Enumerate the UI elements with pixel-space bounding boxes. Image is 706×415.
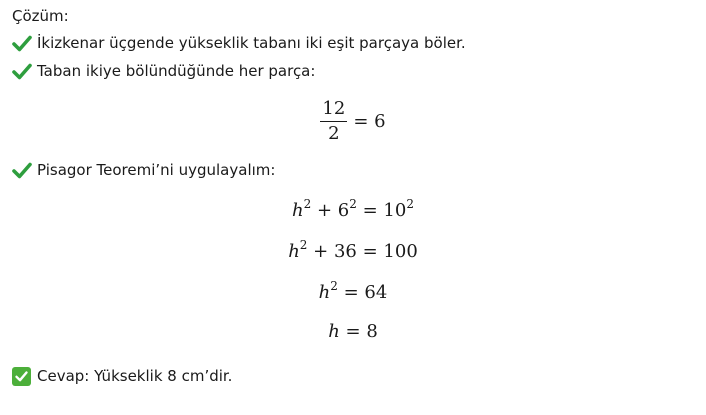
answer-text: Cevap: Yükseklik 8 cm’dir. — [37, 367, 233, 385]
exponent: 2 — [330, 279, 338, 293]
equation-result: = 64 — [343, 282, 388, 303]
equation-result: = 8 — [345, 321, 378, 342]
fraction — [320, 99, 347, 144]
fraction-numerator: 12 — [320, 99, 347, 122]
equation-result: = 100 — [362, 241, 418, 262]
variable-h: h — [318, 282, 331, 303]
check-mark-icon — [12, 34, 32, 52]
variable-h: h — [328, 321, 340, 342]
exponent: 2 — [349, 197, 357, 211]
exponent: 2 — [406, 197, 414, 211]
fraction-result: = 6 — [353, 110, 386, 132]
equation-2 — [0, 238, 706, 263]
equation-3 — [0, 279, 706, 304]
step-1 — [12, 33, 466, 53]
equation-4 — [0, 321, 706, 343]
variable-h: h — [292, 200, 304, 221]
fraction-equation — [0, 96, 706, 146]
step-1-text: İkizkenar üçgende yükseklik tabanı iki eşit parçaya böler. — [37, 34, 466, 52]
step-2 — [12, 61, 315, 81]
fraction-denominator: 2 — [328, 122, 340, 144]
variable-h: h — [288, 241, 300, 262]
checkbox-check-icon — [12, 367, 31, 386]
check-mark-icon — [12, 161, 32, 179]
step-3-text: Pisagor Teoremi’ni uygulayalım: — [37, 161, 276, 179]
exponent: 2 — [303, 197, 312, 211]
step-3 — [12, 160, 275, 180]
equation-1 — [0, 197, 706, 222]
solution-heading — [12, 6, 69, 26]
equation-term: + 36 — [313, 241, 357, 262]
equation-result: = 10 — [362, 200, 407, 221]
step-2-text: Taban ikiye bölündüğünde her parça: — [37, 62, 316, 80]
equation-term: + 6 — [316, 200, 350, 221]
solution-heading-text: Çözüm: — [12, 7, 69, 25]
check-mark-icon — [12, 62, 32, 80]
answer-line — [12, 366, 232, 386]
exponent: 2 — [299, 238, 308, 252]
